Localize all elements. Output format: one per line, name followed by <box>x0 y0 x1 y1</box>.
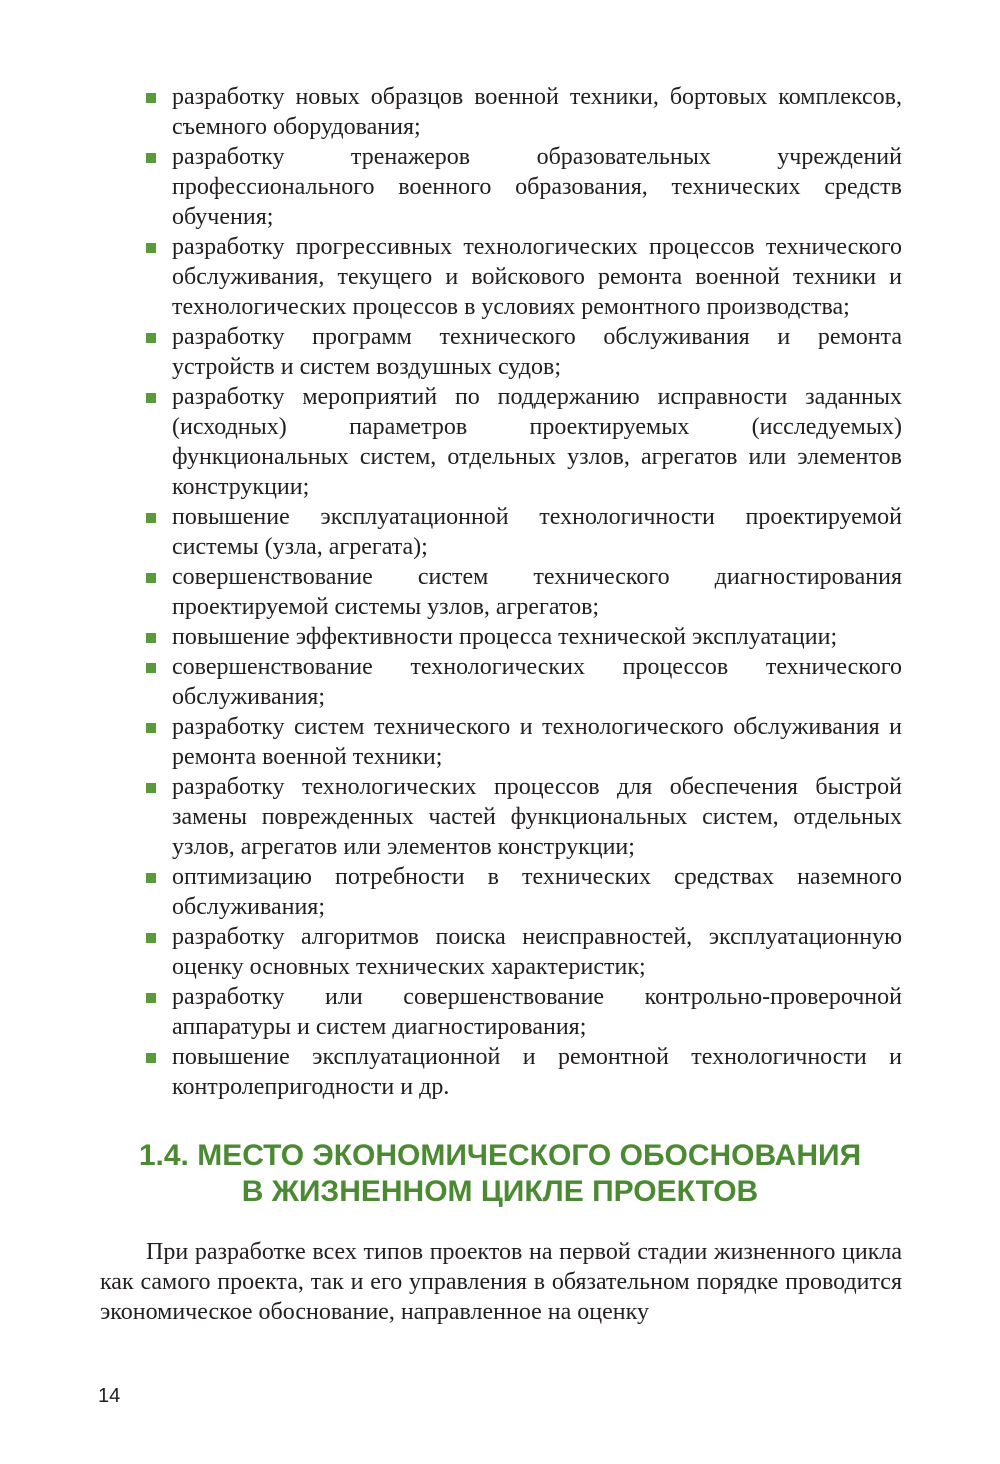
section-heading-line-2: В ЖИЗНЕННОМ ЦИКЛЕ ПРОЕКТОВ <box>241 1175 759 1208</box>
list-item-text: разработку технологических процессов для обеспечения быстрой замены поврежденных частей функциональных систем, отдельных узлов, агрегатов или элементов конструкции; <box>172 774 902 860</box>
list-item-text: повышение эксплуатационной технологичности проектируемой системы (узла, агрегата); <box>172 504 902 560</box>
list-item <box>146 232 902 322</box>
list-item-text: разработку программ технического обслуживания и ремонта устройств и систем воздушных судов; <box>172 324 902 380</box>
square-bullet-icon <box>146 243 156 253</box>
list-item-text: разработку или совершенствование контрольно-проверочной аппаратуры и систем диагностирования; <box>172 984 902 1040</box>
page-number: 14 <box>98 1385 121 1407</box>
square-bullet-icon <box>146 933 156 943</box>
list-item-text: разработку тренажеров образовательных учреждений профессионального военного образования, технических средств обучения; <box>172 144 902 230</box>
square-bullet-icon <box>146 153 156 163</box>
list-item <box>146 862 902 922</box>
list-item-text: разработку систем технического и технологического обслуживания и ремонта военной техники; <box>172 714 902 770</box>
body-paragraph: При разработке всех типов проектов на первой стадии жизненного цикла как самого проекта, так и его управления в обязательном порядке проводится экономическое обоснование, направленное на оценку <box>100 1239 902 1325</box>
list-item <box>146 322 902 382</box>
list-item-text: разработку прогрессивных технологических процессов технического обслуживания, текущего и войскового ремонта военной техники и технологических процессов в условиях ремонтного производства; <box>172 234 902 320</box>
square-bullet-icon <box>146 393 156 403</box>
square-bullet-icon <box>146 93 156 103</box>
list-item <box>146 1042 902 1102</box>
square-bullet-icon <box>146 993 156 1003</box>
list-item <box>146 142 902 232</box>
list-item-text: повышение эффективности процесса технической эксплуатации; <box>172 624 838 650</box>
list-item <box>146 82 902 142</box>
square-bullet-icon <box>146 573 156 583</box>
list-item <box>146 922 902 982</box>
list-item-text: разработку новых образцов военной техники, бортовых комплексов, съемного оборудования; <box>172 84 902 140</box>
list-item <box>146 982 902 1042</box>
list-item <box>146 772 902 862</box>
square-bullet-icon <box>146 333 156 343</box>
square-bullet-icon <box>146 873 156 883</box>
list-item <box>146 712 902 772</box>
square-bullet-icon <box>146 633 156 643</box>
list-item <box>146 652 902 712</box>
list-item <box>146 382 902 502</box>
list-item-text: повышение эксплуатационной и ремонтной технологичности и контролепригодности и др. <box>172 1044 902 1100</box>
square-bullet-icon <box>146 723 156 733</box>
list-item <box>146 562 902 622</box>
list-item-text: совершенствование систем технического диагностирования проектируемой системы узлов, агрегатов; <box>172 564 902 620</box>
list-item-text: разработку мероприятий по поддержанию исправности заданных (исходных) параметров проектируемых (исследуемых) функциональных систем, отдельных узлов, агрегатов или элементов конструкции; <box>172 384 902 500</box>
section-heading-line-1: 1.4. МЕСТО ЭКОНОМИЧЕСКОГО ОБОСНОВАНИЯ <box>138 1139 862 1172</box>
list-item-text: разработку алгоритмов поиска неисправностей, эксплуатационную оценку основных технических характеристик; <box>172 924 902 980</box>
list-item <box>146 622 902 652</box>
section-heading <box>100 1138 900 1210</box>
bullet-list <box>146 82 902 1102</box>
list-item <box>146 502 902 562</box>
square-bullet-icon <box>146 513 156 523</box>
list-item-text: оптимизацию потребности в технических средствах наземного обслуживания; <box>172 864 902 920</box>
square-bullet-icon <box>146 663 156 673</box>
list-item-text: совершенствование технологических процессов технического обслуживания; <box>172 654 902 710</box>
square-bullet-icon <box>146 1053 156 1063</box>
square-bullet-icon <box>146 783 156 793</box>
